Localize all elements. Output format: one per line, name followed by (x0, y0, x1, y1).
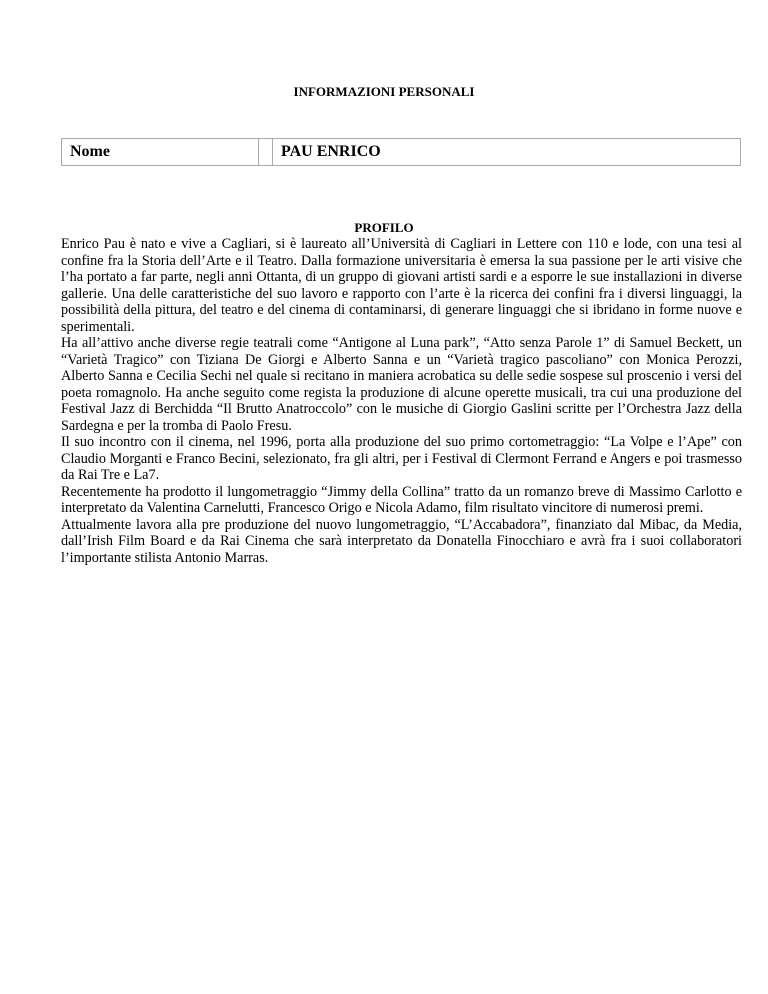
profile-paragraph: Attualmente lavora alla pre produzione del nuovo lungometraggio, “L’Accabadora”, finanziato dal Mibac, da Media, dall’Irish Film Board e da Rai Cinema che sarà interpretato da Donatella Finocchiaro e avrà fra i suoi collaboratori l’importante stilista Antonio Marras. (61, 516, 742, 566)
table-row (62, 139, 741, 166)
personal-info-heading: INFORMAZIONI PERSONALI (293, 84, 475, 99)
name-label: Nome (62, 139, 259, 166)
name-value: PAU ENRICO (273, 139, 741, 166)
personal-info-table (61, 138, 741, 166)
profile-paragraph: Enrico Pau è nato e vive a Cagliari, si è laureato all’Università di Cagliari in Lettere con 110 e lode, con una tesi al confine fra la Storia dell’Arte e il Teatro. Dalla formazione universitaria è emersa la sua passione per le arti visive che l’ha portato a far parte, negli anni Ottanta, di un gruppo di giovani artisti sardi e a esporre le sue installazioni in diverse gallerie. Una delle caratteristiche del suo lavoro e rapporto con l’arte è la ricerca dei confini fra i diversi linguaggi, la possibilità della pittura, del teatro e del cinema di contaminarsi, di generare linguaggi che si ibridano in forme nuove e sperimentali. (61, 236, 742, 335)
profile-heading: PROFILO (354, 220, 414, 235)
table-spacer-cell (259, 139, 273, 166)
profile-body (61, 236, 742, 566)
profile-paragraph: Il suo incontro con il cinema, nel 1996, porta alla produzione del suo primo cortometraggio: “La Volpe e l’Ape” con Claudio Morganti e Franco Becini, selezionato, fra gli altri, per i Festival di Clermont Ferrand e Angers e poi trasmesso da Rai Tre e La7. (61, 434, 742, 483)
profile-paragraph: Recentemente ha prodotto il lungometraggio “Jimmy della Collina” tratto da un romanzo breve di Massimo Carlotto e interpretato da Valentina Carnelutti, Francesco Origo e Nicola Adamo, film risultato vincitore di numerosi premi. (61, 483, 742, 516)
profile-paragraph: Ha all’attivo anche diverse regie teatrali come “Antigone al Luna park”, “Atto senza Parole 1” di Samuel Beckett, un “Varietà Tragico” con Tiziana De Giorgi e Alberto Sanna e un “Varietà tragico pascoliano” con Monica Perozzi, Alberto Sanna e Cecilia Sechi nel quale si recitano in maniera acrobatica su delle sedie sospese sul proscenio i versi del poeta romagnolo. Ha anche seguito come regista la produzione di alcune operette musicali, tra cui una produzione del Festival Jazz di Berchidda “Il Brutto Anatroccolo” con le musiche di Giorgio Gaslini scritte per l’Orchestra Jazz della Sardegna e per la tromba di Paolo Fresu. (61, 335, 742, 434)
